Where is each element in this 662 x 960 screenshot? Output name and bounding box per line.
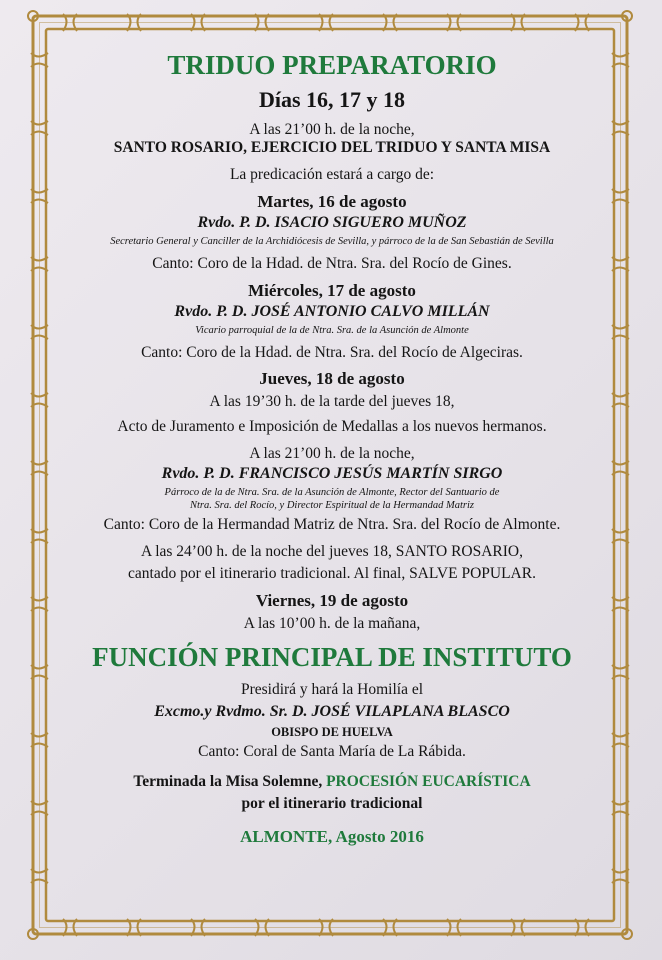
- thursday-rosary-line2: cantado por el itinerario tradicional. Al final, SALVE POPULAR.: [128, 564, 536, 582]
- wednesday-role: Vicario parroquial de la de Ntra. Sra. de la Asunción de Almonte: [195, 324, 469, 336]
- bishop-name: Excmo.y Rvdmo. Sr. D. JOSÉ VILAPLANA BLASCO: [154, 702, 510, 720]
- wednesday-choir: Canto: Coro de la Hdad. de Ntra. Sra. del Rocío de Algeciras.: [141, 343, 523, 361]
- friday-date: Viernes, 19 de agosto: [255, 591, 409, 611]
- tuesday-role: Secretario General y Canciller de la Archidiócesis de Sevilla, y párroco de la de San Sebastián de Sevilla: [110, 235, 554, 247]
- thursday-role-line1: Párroco de la de Ntra. Sra. de la Asunción de Almonte, Rector del Santuario de: [164, 486, 500, 498]
- friday-time: A las 10’00 h. de la mañana,: [243, 614, 421, 632]
- poster-title: TRIDUO PREPARATORIO: [167, 50, 497, 80]
- poster-content: [62, 50, 602, 846]
- thursday-medals-act: Acto de Juramento e Imposición de Medallas a los nuevos hermanos.: [117, 417, 547, 435]
- wednesday-date: Miércoles, 17 de agosto: [248, 280, 416, 300]
- tuesday-date: Martes, 16 de agosto: [257, 191, 407, 211]
- closing-route: por el itinerario tradicional: [241, 794, 423, 812]
- friday-presides: Presidirá y hará la Homilía el: [240, 680, 424, 698]
- tuesday-choir: Canto: Coro de la Hdad. de Ntra. Sra. del Rocío de Gines.: [152, 254, 512, 272]
- bishop-title: OBISPO DE HUELVA: [271, 724, 393, 739]
- thursday-date: Jueves, 18 de agosto: [259, 369, 405, 389]
- thursday-preacher: Rvdo. P. D. FRANCISCO JESÚS MARTÍN SIRGO: [161, 465, 503, 483]
- friday-choir: Canto: Coral de Santa María de La Rábida.: [198, 743, 466, 761]
- wednesday-preacher: Rvdo. P. D. JOSÉ ANTONIO CALVO MILLÁN: [174, 303, 490, 321]
- footer-place-date: ALMONTE, Agosto 2016: [240, 826, 424, 846]
- days-heading: Días 16, 17 y 18: [258, 87, 406, 113]
- tuesday-preacher: Rvdo. P. D. ISACIO SIGUERO MUÑOZ: [197, 214, 467, 232]
- thursday-rosary-line1: A las 24’00 h. de la noche del jueves 18, SANTO ROSARIO,: [140, 542, 523, 560]
- thursday-choir: Canto: Coro de la Hermandad Matriz de Ntra. Sra. del Rocío de Almonte.: [103, 515, 561, 533]
- intro-time: A las 21’00 h. de la noche,: [249, 121, 415, 139]
- eucharistic-procession: PROCESIÓN EUCARÍSTICA: [326, 773, 531, 791]
- preaching-note: La predicación estará a cargo de:: [229, 165, 435, 183]
- closing-lead: Terminada la Misa Solemne,: [133, 773, 323, 791]
- thursday-time-night: A las 21’00 h. de la noche,: [249, 444, 415, 462]
- intro-program: SANTO ROSARIO, EJERCICIO DEL TRIDUO Y SANTA MISA: [113, 139, 551, 157]
- thursday-role-line2: Ntra. Sra. del Rocío, y Director Espiritual de la Hermandad Matriz: [190, 499, 474, 511]
- thursday-time-afternoon: A las 19’30 h. de la tarde del jueves 18,: [209, 392, 455, 410]
- closing-line1: [62, 773, 602, 791]
- main-function-title: FUNCIÓN PRINCIPAL DE INSTITUTO: [92, 641, 572, 672]
